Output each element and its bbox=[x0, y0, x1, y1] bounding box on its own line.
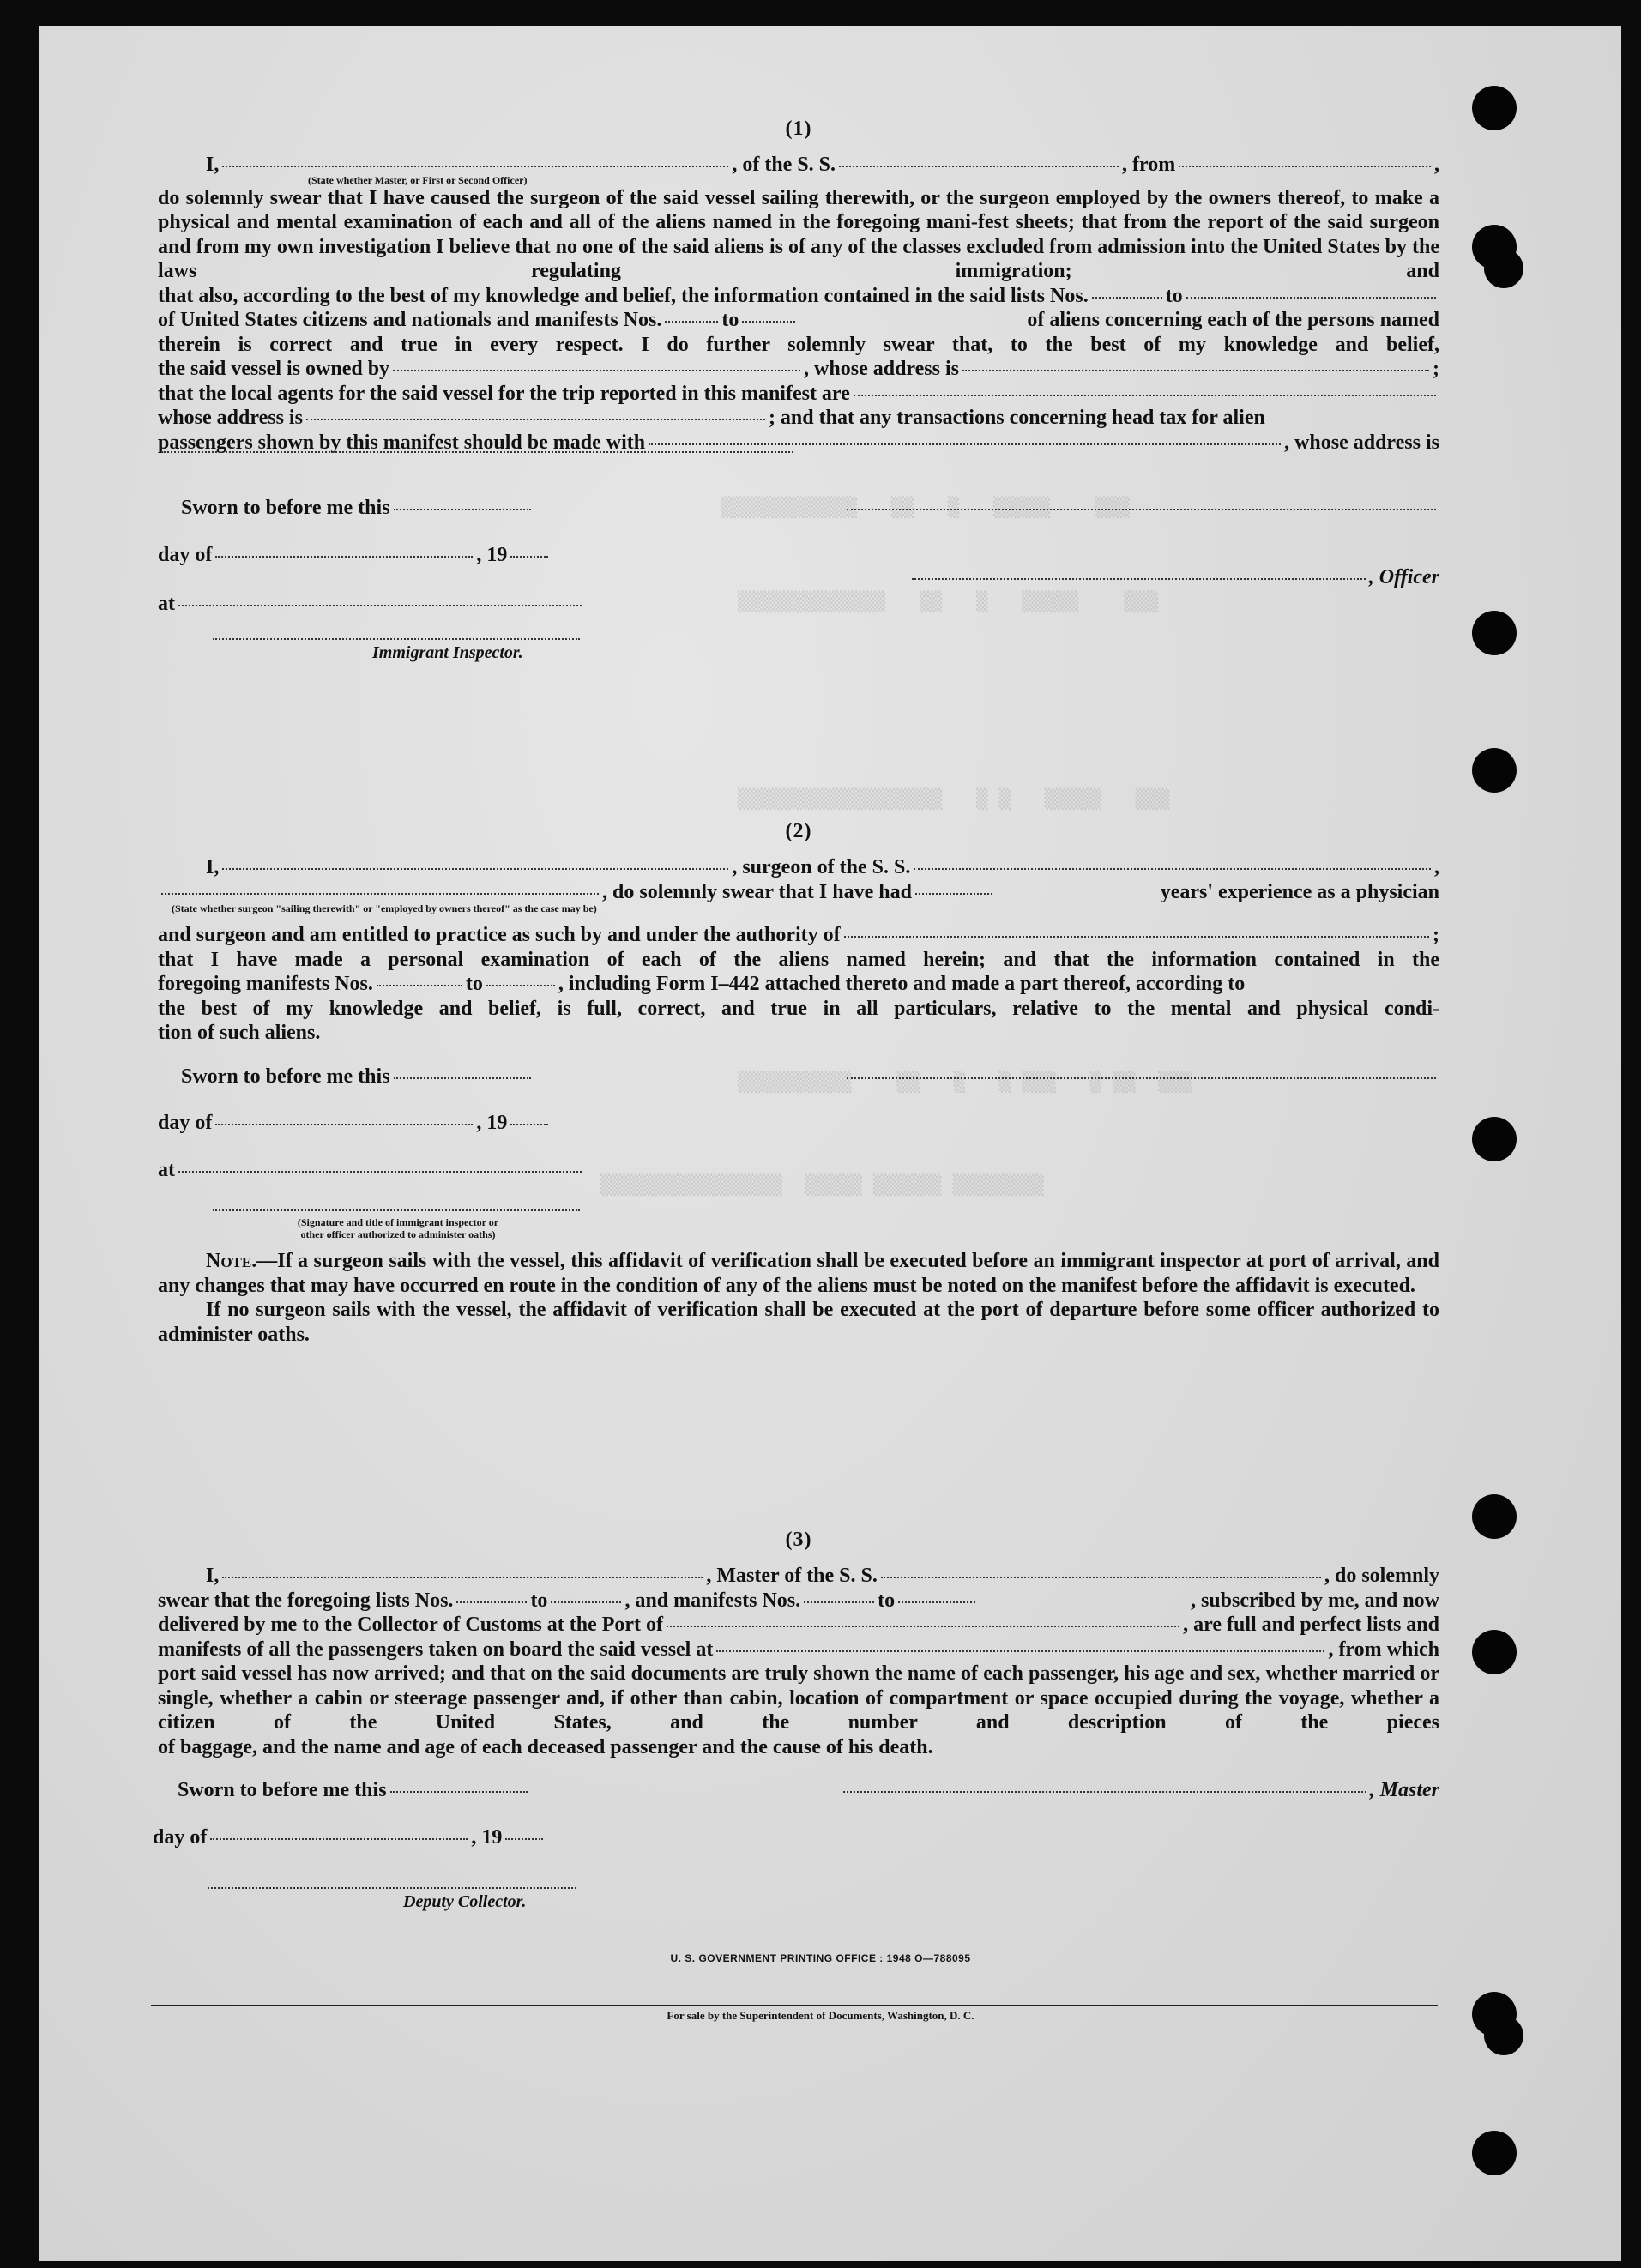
agents-line: that the local agents for the said vessel for the trip reported in this manifest are bbox=[158, 382, 1439, 407]
note-paragraph-2: If no surgeon sails with the vessel, the affidavit of verification shall be executed at the port of departure before some officer authorized to administer oaths. bbox=[158, 1299, 1439, 1346]
s3-manifests-from-field[interactable] bbox=[804, 1601, 874, 1603]
bleed-through-text: ▒▒▒▒▒▒▒▒▒▒▒▒▒▒▒▒▒▒ ▒ ▒ ▒▒▒▒▒ ▒▒▒ bbox=[738, 789, 1170, 811]
footer-rule bbox=[151, 2005, 1438, 2006]
collector-caption: Deputy Collector. bbox=[403, 1892, 527, 1911]
port-field[interactable] bbox=[667, 1626, 1179, 1627]
s3-lists-from-field[interactable] bbox=[456, 1601, 527, 1603]
officer-title-field[interactable] bbox=[912, 578, 1366, 580]
day-line-3: day of , 19 bbox=[153, 1825, 1439, 1850]
therein-line: therein is correct and true in every respect. I do further solemnly swear that, to the best of my knowledge and belief, bbox=[158, 333, 1439, 356]
inspector-signature-field-2[interactable] bbox=[213, 1209, 580, 1211]
headtax-address-field[interactable] bbox=[161, 451, 793, 453]
section-1 bbox=[158, 118, 1439, 663]
day-field-3[interactable] bbox=[210, 1838, 468, 1840]
bleed-through-text: ▒▒▒▒▒▒▒▒▒▒▒▒▒ ▒▒ ▒ ▒▒▒▒▒ ▒▒▒ bbox=[738, 592, 1159, 613]
authority-field[interactable] bbox=[844, 936, 1429, 938]
manifests-line: of United States citizens and nationals and manifests Nos. to of aliens concerning each of the persons named bbox=[158, 309, 1439, 331]
year-field-3[interactable] bbox=[505, 1838, 543, 1840]
punch-hole bbox=[1472, 748, 1517, 793]
boarding-line: manifests of all the passengers taken on board the said vessel at , from which bbox=[158, 1638, 1439, 1661]
officer-sign-line: , Officer bbox=[158, 565, 1439, 590]
tion-line: tion of such aliens. bbox=[158, 1022, 321, 1044]
surgeon-vessel-field[interactable] bbox=[914, 868, 1431, 870]
lists-from-field[interactable] bbox=[1092, 297, 1162, 299]
collector-line: delivered by me to the Collector of Customs at the Port of , are full and perfect lists and bbox=[158, 1614, 1439, 1636]
foregoing-from-field[interactable] bbox=[377, 985, 462, 986]
punch-hole bbox=[1472, 1494, 1517, 1539]
master-vessel-field[interactable] bbox=[881, 1577, 1321, 1578]
examination-line: that I have made a personal examination of each of the aliens named herein; and that the information contained in the bbox=[158, 948, 1439, 971]
manifests-from-field[interactable] bbox=[665, 321, 718, 323]
master-name-field[interactable] bbox=[222, 1577, 703, 1578]
master-line: I, , Master of the S. S. , do solemnly bbox=[206, 1565, 1439, 1587]
at-line-2: at bbox=[158, 1158, 1439, 1183]
day-line-1: day of , 19 bbox=[158, 543, 1439, 568]
punch-hole bbox=[1472, 1117, 1517, 1161]
owner-line: the said vessel is owned by , whose address is ; bbox=[158, 358, 1439, 380]
day-field-2[interactable] bbox=[215, 1124, 473, 1125]
bleed-through-text: ▒▒▒▒▒▒▒▒▒▒▒▒ ▒▒ ▒ ▒▒▒▒▒ ▒▒▒ bbox=[721, 498, 1130, 519]
day-field-1[interactable] bbox=[215, 556, 473, 558]
inspector-caption: Immigrant Inspector. bbox=[372, 643, 523, 662]
punch-hole bbox=[1472, 225, 1517, 269]
for-sale-notice: For sale by the Superintendent of Documents, Washington, D. C. bbox=[667, 2009, 974, 2022]
surgeon-name-field[interactable] bbox=[222, 868, 728, 870]
vessel-name-field[interactable] bbox=[839, 166, 1119, 167]
officer-signature-field[interactable] bbox=[847, 509, 1436, 510]
sworn-line-1: Sworn to before me this bbox=[158, 496, 1439, 521]
bleed-through-text: ▒▒▒▒▒▒▒▒▒▒▒▒▒▒▒▒ ▒▒▒▒▒ ▒▒▒▒▒▒ ▒▒▒▒▒▒▒▒ bbox=[600, 1175, 1044, 1197]
agents-address-line: whose address is ; and that any transactions concerning head tax for alien bbox=[158, 407, 1265, 429]
officer-name-field[interactable] bbox=[222, 166, 728, 167]
year-field-2[interactable] bbox=[510, 1124, 548, 1125]
knowledge-line: the best of my knowledge and belief, is full, correct, and true in all particulars, relative to the mental and physical condi- bbox=[158, 997, 1439, 1020]
foregoing-to-field[interactable] bbox=[486, 985, 555, 986]
agents-field[interactable] bbox=[854, 395, 1436, 396]
year-field-1[interactable] bbox=[510, 556, 548, 558]
punch-hole bbox=[1472, 86, 1517, 130]
section-3 bbox=[153, 1529, 1439, 1912]
section-2-number: (2) bbox=[785, 820, 812, 842]
s3-manifests-to-field[interactable] bbox=[898, 1601, 975, 1603]
surgeon-note: (State whether surgeon "sailing therewith" or "employed by owners thereof" as the case may be) bbox=[172, 902, 597, 914]
section-3-last-line: of baggage, and the name and age of each deceased passenger and the cause of his death. bbox=[158, 1735, 933, 1758]
section-2 bbox=[158, 820, 1439, 1347]
s3-lists-to-field[interactable] bbox=[551, 1601, 621, 1603]
lists-line: that also, according to the best of my knowledge and belief, the information contained in the said lists Nos. to bbox=[158, 284, 1439, 309]
punch-hole bbox=[1472, 611, 1517, 655]
sworn-line-3: Sworn to before me this , Master bbox=[178, 1779, 1439, 1801]
section-3-number: (3) bbox=[785, 1529, 812, 1551]
section-3-paragraph: port said vessel has now arrived; and that on the said documents are truly shown the name of each passenger, his age and sex, whether married or single, whether a cabin or steerage passenger and, if other than cabin, location of compartment or space occupied during the voyage, whether a citizen of the United States, and the number and description of the pieces bbox=[158, 1662, 1439, 1734]
signature-note-2: (Signature and title of immigrant inspector or other officer authorized to administer oaths) bbox=[297, 1216, 499, 1240]
headtax-line: passengers shown by this manifest should be made with , whose address is bbox=[158, 431, 1439, 454]
officer-note: (State whether Master, or First or Second Officer) bbox=[308, 173, 528, 186]
owner-field[interactable] bbox=[393, 370, 800, 371]
surgeon-line: I, , surgeon of the S. S. , bbox=[206, 856, 1439, 878]
at-field-1[interactable] bbox=[178, 605, 582, 606]
from-port-field[interactable] bbox=[1179, 166, 1431, 167]
sworn-date-field-1[interactable] bbox=[394, 509, 531, 510]
section-1-number: (1) bbox=[785, 118, 812, 140]
lists-to-field[interactable] bbox=[1186, 297, 1436, 299]
punch-hole bbox=[1472, 2131, 1517, 2175]
authority-line: and surgeon and am entitled to practice as such by and under the authority of ; bbox=[158, 924, 1439, 946]
headtax-address-line bbox=[158, 455, 797, 475]
sworn-date-field-2[interactable] bbox=[394, 1077, 531, 1079]
manifests-to-field[interactable] bbox=[742, 321, 795, 323]
at-line-1: at bbox=[158, 592, 1439, 617]
at-field-2[interactable] bbox=[178, 1171, 582, 1173]
sworn-line-2: Sworn to before me this bbox=[158, 1065, 1439, 1089]
punch-hole bbox=[1472, 1630, 1517, 1674]
headtax-party-field[interactable] bbox=[649, 443, 1281, 445]
boarding-port-field[interactable] bbox=[716, 1650, 1324, 1652]
master-signature-field[interactable] bbox=[843, 1791, 1366, 1793]
agents-address-field[interactable] bbox=[306, 419, 765, 420]
printing-office-imprint: U. S. GOVERNMENT PRINTING OFFICE : 1948 O—788095 bbox=[670, 1952, 971, 1964]
swear-line: swear that the foregoing lists Nos. to , and manifests Nos. to , subscribed by me, and now bbox=[158, 1589, 1439, 1612]
officer-line: I, , of the S. S. , from , bbox=[206, 154, 1439, 176]
experience-line: , do solemnly swear that I have had years' experience as a physician bbox=[158, 880, 1439, 905]
sworn-date-field-3[interactable] bbox=[390, 1791, 528, 1793]
collector-signature-field[interactable] bbox=[208, 1887, 576, 1889]
inspector-signature-field[interactable] bbox=[213, 638, 580, 640]
section-1-paragraph: do solemnly swear that I have caused the surgeon of the said vessel sailing therewith, or the surgeon employed by the owners thereof, to make a physical and mental examination of each and all of the aliens named in the foregoing mani-fest sheets; that from the report of the said surgeon and from my own investigation I believe that no one of the said aliens is of any of the classes excluded from admission into the United States by the laws regulating immigration; and bbox=[158, 186, 1439, 282]
foregoing-line: foregoing manifests Nos. to , including Form I–442 attached thereto and made a part thereof, according to bbox=[158, 973, 1246, 995]
owner-address-field[interactable] bbox=[962, 370, 1429, 371]
day-line-2: day of , 19 bbox=[158, 1111, 1439, 1136]
years-field[interactable] bbox=[915, 893, 992, 895]
note-paragraph: Note.—If a surgeon sails with the vessel, this affidavit of verification shall be executed before an immigrant inspector at port of arrival, and any changes that may have occurred en route in the condition of any of the aliens must be noted on the manifest before the affidavit is executed. bbox=[158, 1250, 1439, 1297]
bleed-through-text: ▒▒▒▒▒▒▒▒▒▒ ▒▒ ▒ ▒ ▒▒▒ ▒ ▒▒ ▒▒▒ bbox=[738, 1072, 1192, 1094]
surgeon-status-field[interactable] bbox=[161, 893, 599, 895]
surgeon-signature-field[interactable] bbox=[847, 1077, 1436, 1079]
